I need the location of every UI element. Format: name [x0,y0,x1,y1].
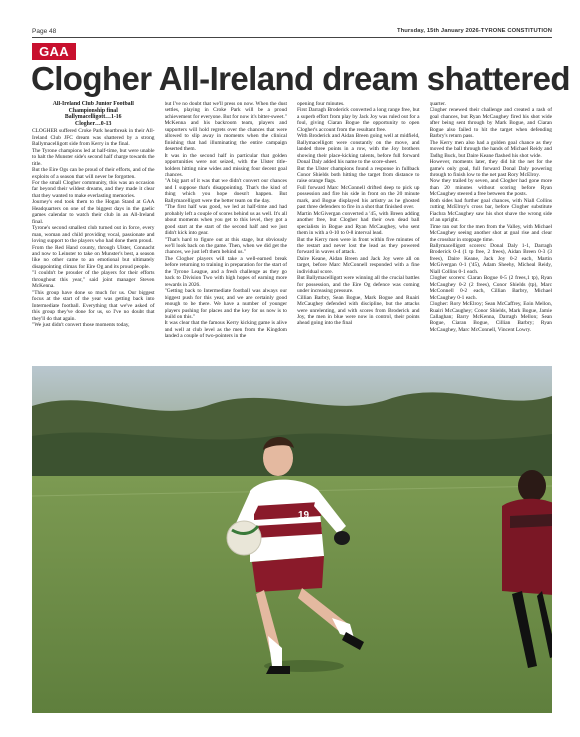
article-paragraph: But the Ulster champions found a response in fullback Conor Shields both hitting the target from distance to raise orange flags. [297,165,420,185]
lead-line: All-Ireland Club Junior Football [52,101,134,107]
article-paragraph: From the Red Hand county, through Ulster, Connacht and now to Leinster to take on Munster's best, a season like no other came to an emotional but ultimately disappointing climax for Eire Og and its proud people. [32,244,155,270]
header-divider [32,37,552,38]
article-column-4 [430,101,553,363]
article-paragraph: With Broderick and Aidan Breen going well at midfield, Ballymacelligott were constantly on the move, and landed three points in a row, with the Joy brothers showing their place-kicking talents, before full forward Donal Daly added his name to the score-sheet. [297,133,420,166]
lead-line: Ballymacelligott…1-16 [64,114,122,121]
article-column-2 [165,101,288,363]
article-paragraph: But Ballymacelligott were winning all the crucial battles for possession, and the Eire Og defence was coming under increasing pressure. [297,275,420,295]
article-paragraph: CLOGHER suffered Croke Park heartbreak in their All-Ireland Club JFC dream was shattered by a strong Ballymacelligott side from Kerry in the final. [32,128,155,148]
article-paragraph: Full forward Marc McConnell drifted deep to pick up possession and fire his side in front on the 20 minute mark, and Bogue displayed his artistry as he ghosted past three defenders to fire in a shot that finished over. [297,184,420,211]
article-paragraph: Clogher renewed their challenge and created a rash of goal chances, but Ryan McCaughey fired his shot wide after being sent through by Mark Bogue, and Ciaran Bogue also failed to hit the target when defending Barbry's return pass. [429,107,552,140]
article-paragraph: Daire Keane, Aidan Breen and Jack Joy were all on target, before Marc McConnell responded with a fine individual score. [297,255,420,275]
article-paragraph: Tyrone's second smallest club turned out in force, every man, woman and child providing vocal, passionate and loving support to the players who had done them proud. [32,225,155,245]
dateline: Thursday, 15th January 2026-TYRONE CONSTITUTION [396,28,552,34]
article-paragraph: Time ran out for the men from the Valley, with Michael McCaughey seeing another shot at goal rise and clear the crossbar in stoppage time. [429,223,552,243]
article-paragraph: Clogher: Rory McElroy; Sean McCaffrey, Eoin Mellon, Ruairi McCaughey; Conor Shields, Mark Bogue, Jamie Callaghan; Barry McKenna, Darragh Mellon; Sean Bogue, Ciaran Bogue, Cillian Barbry; Ryan McCaughey, Marc McConnell, Vincent Lowry. [429,301,552,333]
article-paragraph: The Clogher players will take a well-earned break before returning to training in preparation for the start of the Tyrone League, and a fresh challenge as they go back to Division Two with high hopes of earning more rewards in 2026. [164,255,287,288]
page-header [32,26,552,36]
match-photo-illustration [32,366,552,713]
article-paragraph: Now they trailed by seven, and Clogher had gone more than 20 minutes without scoring before Ryan McCaughey steered a free between the posts. [429,178,552,198]
page-number: Page 48 [32,27,57,35]
article-body [32,101,552,363]
article-lead [32,101,155,127]
article-paragraph: But the Kerry men were in front within five minutes of the restart and never lost the lead as they powered forward in waves of attack. [297,236,420,256]
lead-line: Clogher…0-13 [75,120,112,127]
col-paragraphs [165,101,288,340]
article-paragraph: Cillian Barbry, Sean Bogue, Mark Bogue and Ruairi McCaughey defended with discipline, but the attacks were unrelenting, and with scores from Broderick and Joy, the men in blue were now in control, their points ahead going into the final [297,294,420,327]
player-shorts [252,556,324,592]
article-paragraph: Journey's end took them to the Hogan Stand at GAA Headquarters on one of the biggest days in the gaelic games calendar to watch their club in an All-Ireland final. [32,199,155,225]
article-column-3 [297,101,420,363]
article-paragraph: Both sides had further goal chances, with Niall Collins cutting McElroy's cross bar, before Clogher substitute Fiachra McCaughey saw his shot shave the wrong side of an upright. [429,197,552,224]
article-paragraph: The Tyrone champions led at half-time, but were unable to halt the Munster side's second half charge towards the title. [32,147,155,167]
article-paragraph: The Kerry men also had a golden goal chance as they moved the ball through the hands of Michael Reidy and Tadhg Buck, but Daire Keane flashed his shot wide. [429,139,552,159]
match-photo [32,366,552,713]
article-paragraph: "A big part of it was that we didn't convert our chances and I suppose that's disappointing. That's the kind of thing which you hope doesn't happen. But Ballymacelligott were the better team on the day. [164,178,287,204]
article-paragraph: "We just didn't convert those moments today, [32,321,130,328]
player-glove [334,531,350,545]
player-jersey [250,480,324,562]
jersey-number: 19 [298,510,310,521]
article-paragraph: For the small Clogher community, this was an occasion far beyond their wildest dreams, and they made it clear that they wanted to make everlasting memories. [32,180,155,199]
article-paragraph: "Getting back to Intermediate football was always our biggest push for this year, and we are certainly good enough to be there. We have a number of younger players pushing for places and the key for us now is to build on this." [164,288,287,320]
article-paragraph: It was clear that the famous Kerry kicking game is alive and well at club level as the men from the Kingdom landed a couple of two-pointers in the [164,320,287,340]
article-paragraph: Clogher scorers: Ciaran Bogue 0-5 (2 frees,1 tp), Ryan McCaughey 0-2 (2 frees), Conor Shields (tp), Marc McConnell 0-2 each, Cillian Barbry, Michael McCaughey 0-1 each. [429,275,552,301]
article-paragraph: "This group have done so much for us. Our biggest focus at the start of the year was getting back into Intermediate football. Everything that we've asked of this group they've done for us, so I've no doubt that they'll do that again. [32,289,155,322]
headline: Clogher All-Ireland dream shattered [31,60,570,97]
col-paragraphs [297,101,420,327]
section-tag: GAA [32,43,76,60]
article-paragraph: McKenna and his backroom team, players and supporters will hold regrets over the chances that were allowed to slip away in moments when the clinical finishing that had illuminating the entire campaign deserted them. [164,120,287,153]
article-paragraph: "I couldn't be prouder of the players for their efforts throughout this year," said joint manager Steven McKenna. [32,270,155,290]
lead-line: Championship final [68,107,118,114]
article-column-1 [32,101,155,363]
article-paragraph: quarter. [429,101,446,107]
article-paragraph: First Darragh Broderick converted a long range free, but a superb effort from play by Jack Joy was ruled out for a foul, giving Ciaran Bogue the opportunity to open Clogher's account from the resultant free. [297,107,420,133]
article-paragraph: but I've no doubt that we'll press on now. When the dust settles, playing in Croke Park will be a proud achievement for everyone. But for now it's bitter-sweet." [164,101,287,120]
article-paragraph: Ballymacelligott scorers: Donal Daly 1-1, Darragh Broderick 0-4 (1 tp free, 2 frees), Aidan Breen 0-3 (3 frees), Daire Keane, Jack Joy 0-2 each, Martin McGivergan 0-1 ('45), Adam Sheehy, Micheal Reidy, Niall Collins 0-1 each. [429,242,552,275]
col-paragraphs [32,128,155,328]
article-paragraph: opening four minutes. [297,101,345,107]
player-boot-left [266,666,290,674]
article-paragraph: Martin McGivergan converted a '45, with Breen adding another free, but Clogher had their own dead ball specialists in Bogue and Ryan McCaughey, who sent them in with a 0-10 to 0-8 interval lead. [297,210,420,237]
article-paragraph: "That's hard to figure out at this stage, but obviously we'll look back on the game. Then, when we did get the chances, we just left them behind us." [164,236,287,256]
football [227,521,261,555]
article-paragraph: It was in the second half in particular that golden opportunities were not seized, with the Ulster title-holders hitting nine wides and missing four decent goal chances. [164,152,287,178]
article-paragraph: But the Eire Ogs can be proud of their efforts, and of the exploits of a season that will never be forgotten. [32,167,155,180]
col-paragraphs [430,101,553,333]
article-paragraph: However, moments later, they did hit the net for the game's only goal, full forward Donal Daly powering through to finish low to the net past Rory McElroy. [429,159,552,178]
article-paragraph: "The first half was good, we led at half-time and had probably left a couple of scores behind us as well. It's all about moments when you get to this level, they got a good start at the start of the second half and we just didn't kick into gear. [164,204,287,237]
